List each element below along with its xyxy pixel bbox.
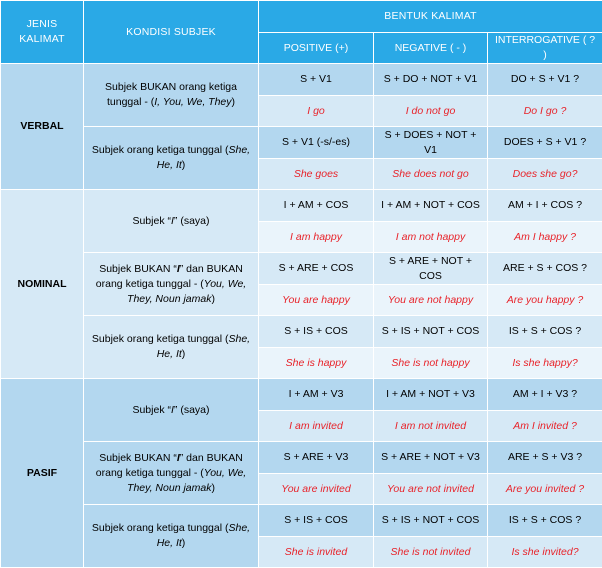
table-row: [1, 442, 602, 474]
condition-text: Subjek orang ketiga tunggal (: [91, 522, 229, 534]
negative-example: You are not happy: [374, 285, 488, 316]
positive-example: I am invited: [259, 411, 374, 442]
positive-example: I am happy: [259, 222, 374, 253]
condition-cell: [84, 379, 259, 442]
condition-text-mid: ” dan BUKAN orang ketiga tunggal - (: [95, 451, 243, 479]
header-row-top: [1, 1, 602, 33]
condition-cell: [84, 442, 259, 505]
negative-formula: S + ARE + NOT + V3: [374, 442, 488, 474]
header-kondisi: KONDISI SUBJEK: [84, 1, 259, 64]
condition-cell: [84, 127, 259, 190]
condition-subjects: She, He, It: [156, 333, 251, 360]
condition-subjects: You, We, They, Noun jamak: [127, 277, 247, 305]
positive-formula: S + V1 (-s/-es): [259, 127, 374, 159]
negative-formula: S + DO + NOT + V1: [374, 64, 488, 96]
negative-formula: I + AM + NOT + COS: [374, 190, 488, 222]
condition-subject: I: [171, 403, 174, 416]
positive-example: She goes: [259, 159, 374, 190]
negative-formula: I + AM + NOT + V3: [374, 379, 488, 411]
table-row: [1, 64, 602, 96]
positive-formula: S + IS + COS: [259, 316, 374, 348]
condition-text: Subjek orang ketiga tunggal (: [91, 333, 229, 345]
table-row: [1, 505, 602, 537]
interrogative-example: Does she go?: [488, 159, 602, 190]
interrogative-example: Am I happy ?: [488, 222, 602, 253]
condition-text: Subjek BUKAN “: [99, 262, 177, 275]
table-row: [1, 190, 602, 222]
condition-text: Subjek orang ketiga tunggal (: [91, 144, 229, 156]
negative-example: I am not invited: [374, 411, 488, 442]
positive-example: I go: [259, 96, 374, 127]
negative-example: She is not invited: [374, 537, 488, 568]
interrogative-example: Are you happy ?: [488, 285, 602, 316]
condition-text-mid: ” dan BUKAN orang ketiga tunggal - (: [95, 262, 243, 290]
condition-text: Subjek BUKAN “: [99, 451, 177, 464]
positive-formula: S + ARE + COS: [259, 253, 374, 285]
condition-subject: I: [176, 262, 180, 275]
condition-text-end: ” (saya): [173, 403, 210, 416]
negative-example: I am not happy: [374, 222, 488, 253]
negative-example: She does not go: [374, 159, 488, 190]
interrogative-formula: IS + S + COS ?: [488, 316, 602, 348]
interrogative-formula: ARE + S + V3 ?: [488, 442, 602, 474]
negative-formula: S + IS + NOT + COS: [374, 505, 488, 537]
condition-text-end: ” (saya): [173, 214, 210, 227]
positive-formula: S + ARE + V3: [259, 442, 374, 474]
interrogative-formula: ARE + S + COS ?: [488, 253, 602, 285]
condition-cell: [84, 253, 259, 316]
interrogative-formula: AM + I + COS ?: [488, 190, 602, 222]
positive-example: She is invited: [259, 537, 374, 568]
table-row: [1, 379, 602, 411]
table-row: [1, 316, 602, 348]
interrogative-formula: AM + I + V3 ?: [488, 379, 602, 411]
negative-example: You are not invited: [374, 474, 488, 505]
interrogative-example: Are you invited ?: [488, 474, 602, 505]
header-negative: NEGATIVE ( - ): [374, 33, 488, 64]
condition-close: ): [211, 481, 215, 494]
table-row: [1, 127, 602, 159]
condition-cell: [84, 64, 259, 127]
type-pasif: PASIF: [1, 379, 84, 568]
condition-close: ): [181, 159, 186, 171]
condition-subject: I: [171, 214, 174, 227]
condition-text: Subjek “: [132, 214, 171, 227]
table-row: [1, 253, 602, 285]
condition-cell: [84, 505, 259, 568]
condition-subjects: She, He, It: [156, 144, 251, 171]
interrogative-example: Am I invited ?: [488, 411, 602, 442]
condition-close: ): [231, 96, 236, 108]
condition-cell: [84, 190, 259, 253]
positive-formula: I + AM + COS: [259, 190, 374, 222]
positive-formula: S + V1: [259, 64, 374, 96]
condition-close: ): [181, 348, 186, 360]
negative-formula: S + DOES + NOT + V1: [374, 127, 488, 159]
negative-example: She is not happy: [374, 348, 488, 379]
type-verbal: VERBAL: [1, 64, 84, 190]
interrogative-example: Do I go ?: [488, 96, 602, 127]
header-bentuk: BENTUK KALIMAT: [259, 1, 602, 33]
condition-subject: I: [176, 451, 180, 464]
condition-subjects: I, You, We, They: [154, 96, 232, 108]
type-nominal: NOMINAL: [1, 190, 84, 379]
condition-close: ): [211, 292, 215, 305]
interrogative-formula: DO + S + V1 ?: [488, 64, 602, 96]
negative-example: I do not go: [374, 96, 488, 127]
interrogative-formula: IS + S + COS ?: [488, 505, 602, 537]
condition-text: Subjek BUKAN orang ketiga tunggal - (: [105, 81, 237, 108]
interrogative-example: Is she happy?: [488, 348, 602, 379]
positive-example: You are happy: [259, 285, 374, 316]
header-jenis: JENIS KALIMAT: [1, 1, 84, 64]
negative-formula: S + IS + NOT + COS: [374, 316, 488, 348]
positive-formula: S + IS + COS: [259, 505, 374, 537]
condition-close: ): [181, 537, 186, 549]
condition-subjects: She, He, It: [156, 522, 251, 549]
positive-example: You are invited: [259, 474, 374, 505]
condition-subjects: You, We, They, Noun jamak: [127, 466, 247, 494]
condition-cell: [84, 316, 259, 379]
interrogative-example: Is she invited?: [488, 537, 602, 568]
interrogative-formula: DOES + S + V1 ?: [488, 127, 602, 159]
negative-formula: S + ARE + NOT + COS: [374, 253, 488, 285]
positive-formula: I + AM + V3: [259, 379, 374, 411]
header-positive: POSITIVE (+): [259, 33, 374, 64]
header-interrogative: INTERROGATIVE ( ? ): [488, 33, 602, 64]
positive-example: She is happy: [259, 348, 374, 379]
condition-text: Subjek “: [132, 403, 171, 416]
